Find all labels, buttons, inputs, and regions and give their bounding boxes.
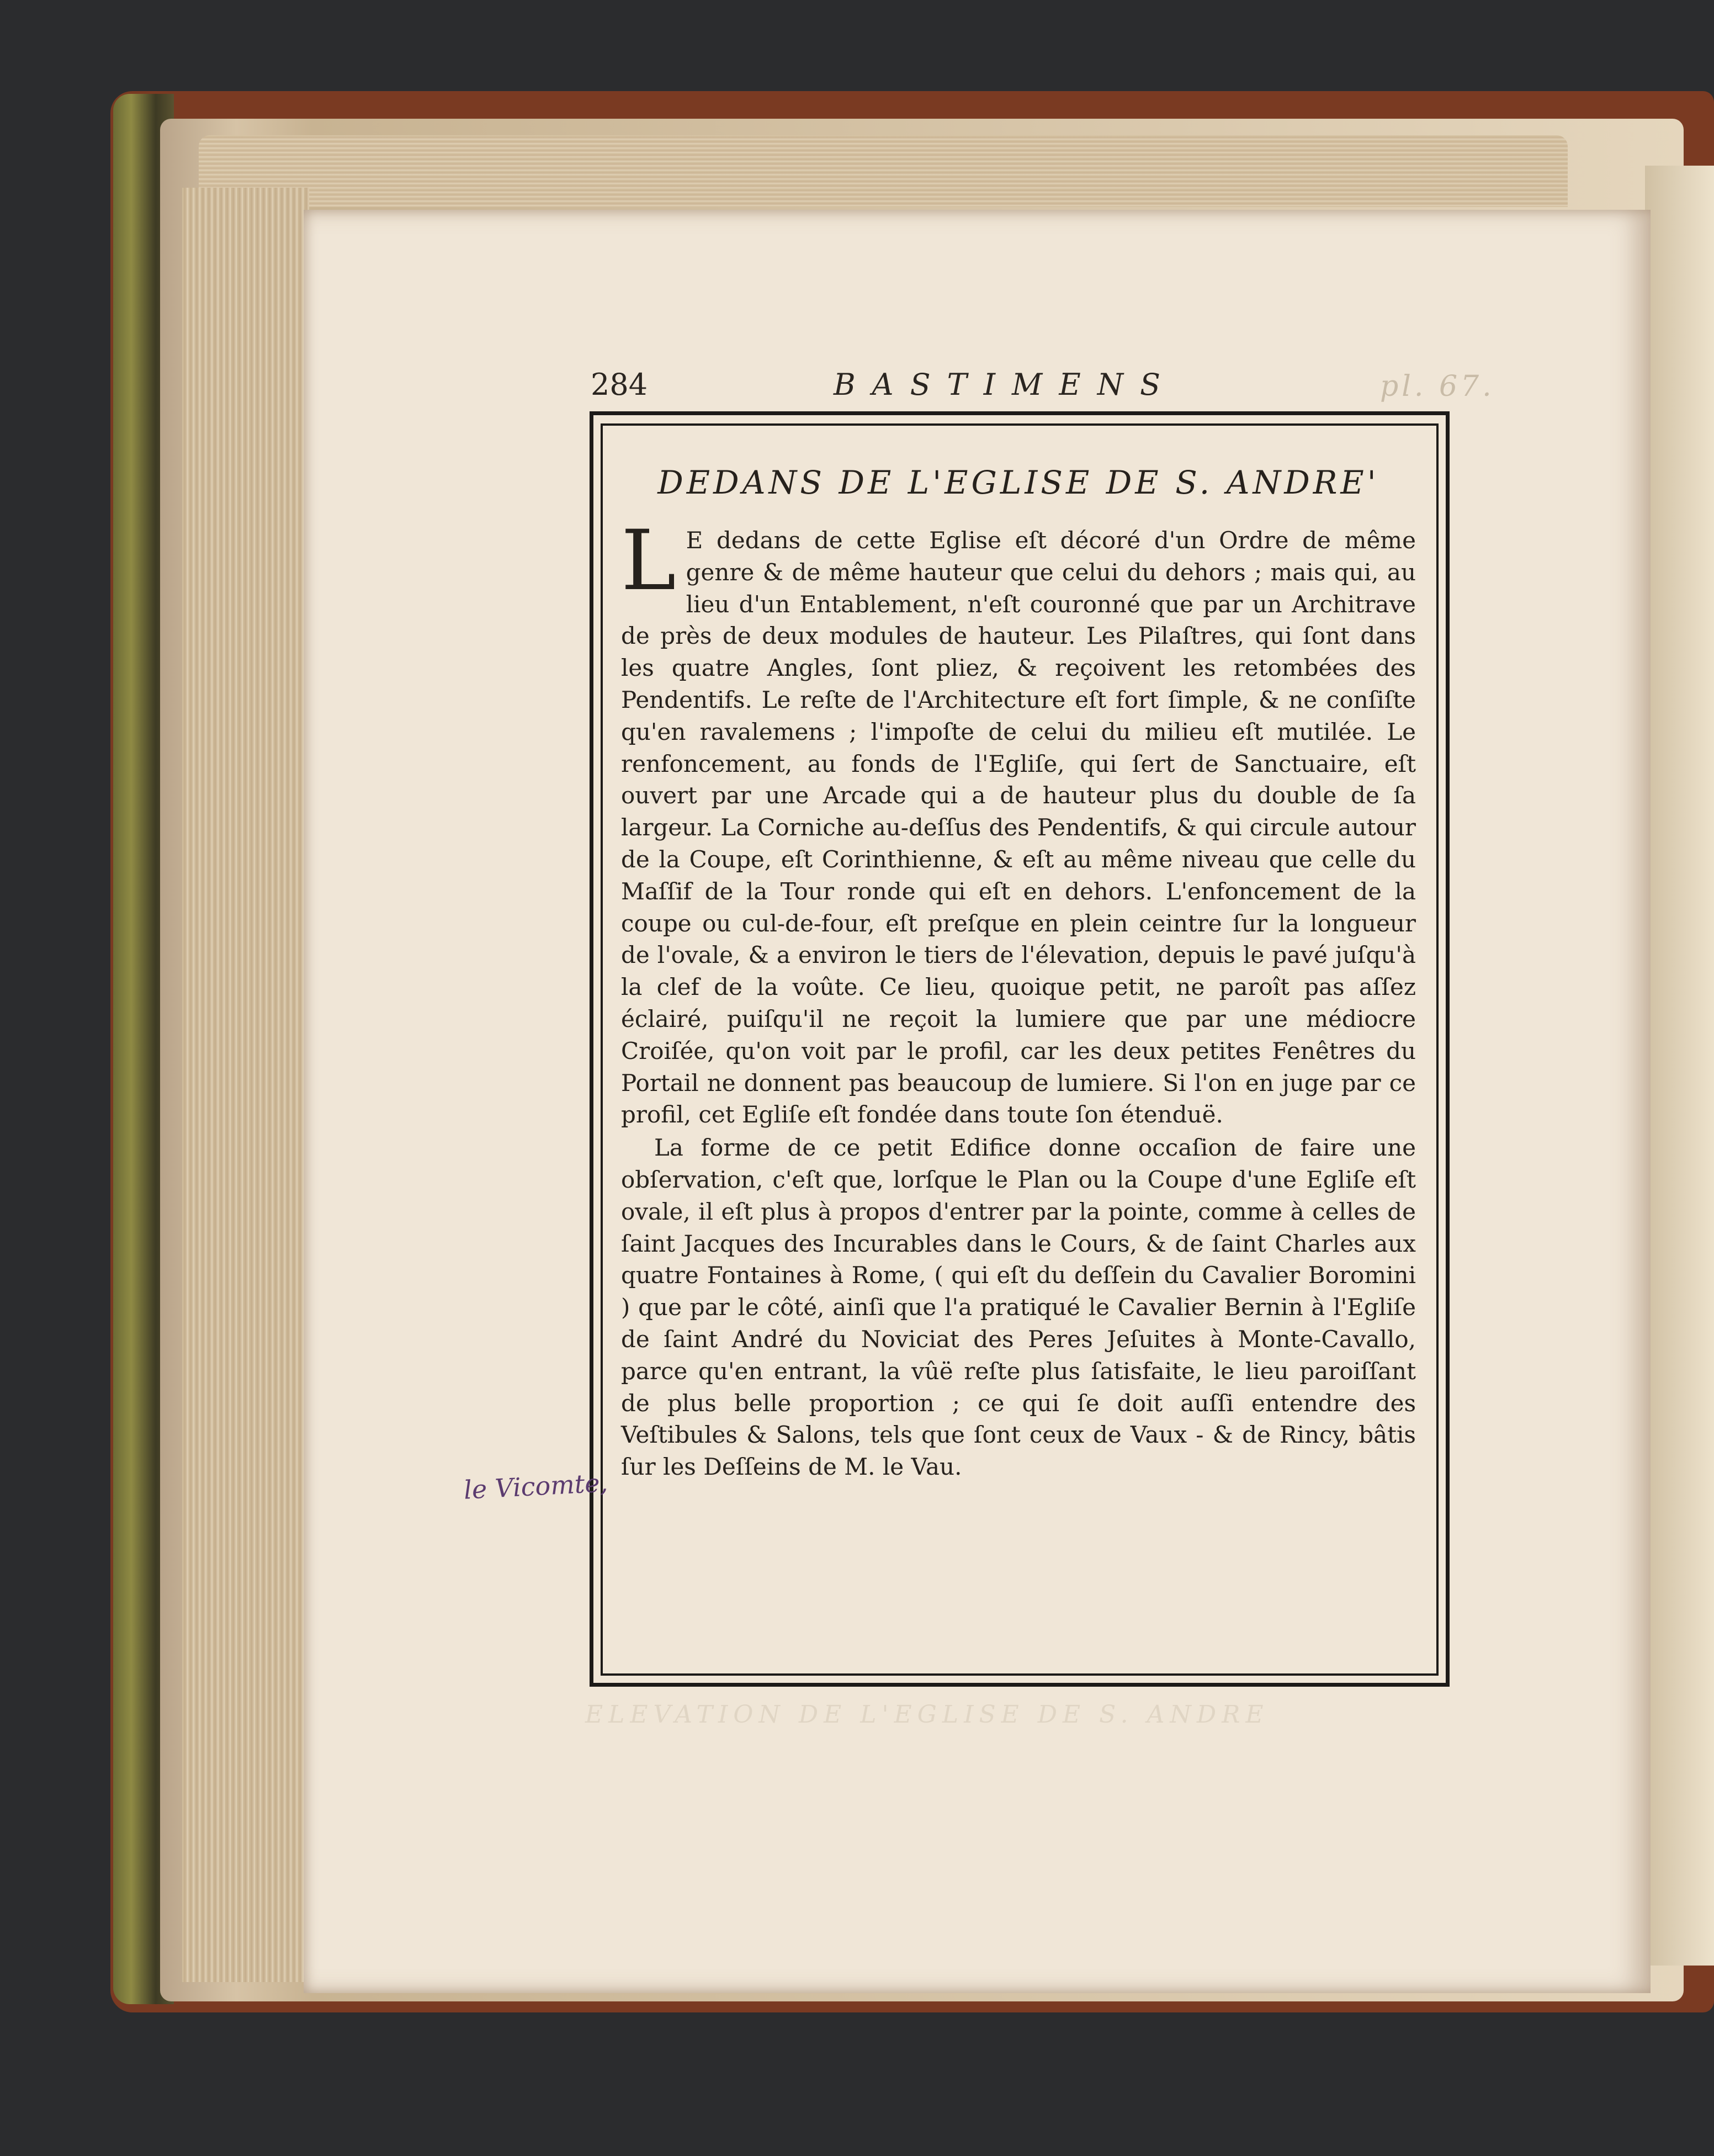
- drop-cap: L: [621, 513, 676, 609]
- facing-page-edge: [1645, 166, 1714, 1966]
- paragraph-1: E dedans de cette Eglise eſt décoré d'un Ordre de même genre & de même hauteur que celui du dehors ; mais qui, au lieu d'un Entablement, n'eſt couronné que par un Architrave de près de deux modules de hauteur. Les Pilaſtres, qui ſont dans les quatre Angles, ſont pliez, & reçoivent les retombées des Pendentifs. Le reſte de l'Architecture eſt fort ſimple, & ne conſiſte qu'en ravalemens ; l'impoſte de celui du milieu eſt mutilée. Le renfoncement, au fonds de l'Egliſe, qui ſert de Sanctuaire, eſt ouvert par une Arcade qui a de hauteur plus du double de ſa largeur. La Corniche au-deſſus des Pendentifs, & qui circule autour de la Coupe, eſt Corinthienne, & eſt au même niveau que celle du Maſſif de la Tour ronde qui eſt en dehors. L'enfoncement de la coupe ou cul-de-four, eſt preſque en plein ceintre ſur la longueur de l'ovale, & a environ le tiers de l'élevation, depuis le pavé juſqu'à la clef de la voûte. Ce lieu, quoique petit, ne paroît pas aſſez éclairé, puiſqu'il ne reçoit la lumiere que par une médiocre Croiſée, qu'on voit par le profil, car les deux petites Fenêtres du Portail ne donnent pas beaucoup de lumiere. Si l'on en juge par ce profil, cet Egliſe eſt fondée dans toute ſon étenduë.: [621, 527, 1416, 1129]
- running-title: BASTIMENS: [834, 367, 1177, 402]
- margin-stamp: pl. 67.: [1380, 370, 1495, 403]
- bleed-through-text: ELEVATION DE L'EGLISE DE S. ANDRE: [585, 1701, 1269, 1729]
- article-body: [621, 464, 1416, 1483]
- page-number: 284: [591, 367, 648, 402]
- paragraph-2: La forme de ce petit Edifice donne occaſion de faire une obſervation, c'eſt que, lorſque le Plan ou la Coupe d'une Egliſe eſt ovale, il eſt plus à propos d'entrer par la pointe, comme à celles de ſaint Jacques des Incurables dans le Cours, & de ſaint Charles aux quatre Fontaines à Rome, ( qui eſt du deſſein du Cavalier Boromini ) que par le côté, ainſi que l'a pratiqué le Cavalier Bernin à l'Egliſe de ſaint André du Noviciat des Peres Jeſuites à Monte-Cavallo, parce qu'en entrant, la vûë reſte plus ſatisfaite, le lieu paroiſſant de plus belle proportion ; ce qui ſe doit auſſi entendre des Veſtibules & Salons, tels que ſont ceux de Vaux - & de Rincy, bâtis ſur les Deſſeins de M. le Vau.: [621, 1134, 1416, 1481]
- page-edges-left: [182, 188, 309, 1982]
- article-title: DEDANS DE L'EGLISE DE S. ANDRE': [657, 464, 1379, 501]
- handwritten-annotation: le Vicomte,: [463, 1468, 609, 1505]
- running-head: [591, 367, 1474, 411]
- page-edges-top: [199, 135, 1568, 207]
- article-text: [621, 513, 1416, 1483]
